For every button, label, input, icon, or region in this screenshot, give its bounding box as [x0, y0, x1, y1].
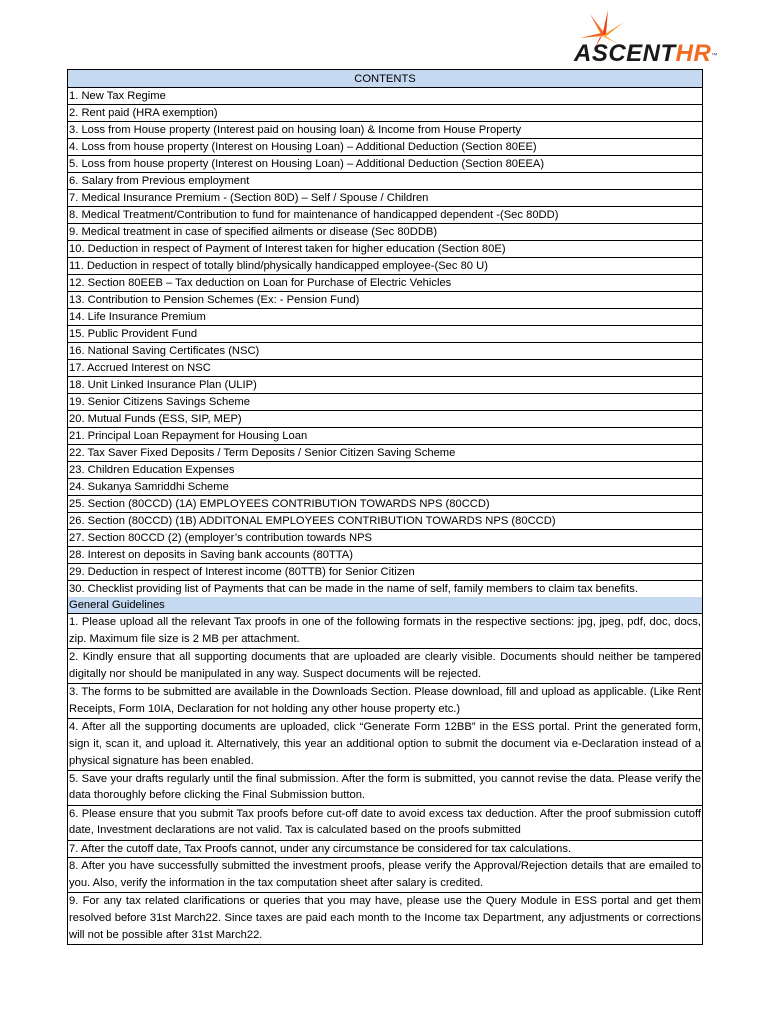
tax-proof-contents-table — [67, 69, 703, 945]
brand-wordmark — [574, 41, 718, 67]
contents-item: 6. Salary from Previous employment — [68, 173, 702, 190]
contents-item: 1. New Tax Regime — [68, 88, 702, 105]
contents-item: 17. Accrued Interest on NSC — [68, 360, 702, 377]
trademark-symbol: ™ — [711, 53, 718, 59]
contents-item: 19. Senior Citizens Savings Scheme — [68, 394, 702, 411]
contents-item: 12. Section 80EEB – Tax deduction on Loan for Purchase of Electric Vehicles — [68, 275, 702, 292]
contents-item: 24. Sukanya Samriddhi Scheme — [68, 479, 702, 496]
contents-item: 9. Medical treatment in case of specified ailments or disease (Sec 80DDB) — [68, 224, 702, 241]
guideline-item: 4. After all the supporting documents are uploaded, click “Generate Form 12BB” in the ESS portal. Print the generated form, sign it, scan it, and upload it. Alternatively, this year an additional option to submit the document via e-Declaration instead of a physical signature has been enabled. — [68, 719, 702, 771]
contents-item: 20. Mutual Funds (ESS, SIP, MEP) — [68, 411, 702, 428]
guidelines-list — [68, 614, 702, 944]
ascenthr-logo — [560, 8, 740, 66]
brand-name-part1: ASCENT — [574, 40, 676, 67]
guideline-item: 5. Save your drafts regularly until the final submission. After the form is submitted, you cannot revise the data. Please verify the data thoroughly before clicking the Final Submission button. — [68, 771, 702, 806]
contents-item: 13. Contribution to Pension Schemes (Ex: - Pension Fund) — [68, 292, 702, 309]
contents-item: 8. Medical Treatment/Contribution to fund for maintenance of handicapped dependent -(Sec 80DD) — [68, 207, 702, 224]
contents-item: 22. Tax Saver Fixed Deposits / Term Deposits / Senior Citizen Saving Scheme — [68, 445, 702, 462]
contents-item: 16. National Saving Certificates (NSC) — [68, 343, 702, 360]
contents-item: 15. Public Provident Fund — [68, 326, 702, 343]
guideline-item: 2. Kindly ensure that all supporting documents that are uploaded are clearly visible. Documents should neither be tampered digitally nor should be manipulated in any way. Suspect documents will be rejected. — [68, 649, 702, 684]
contents-item: 10. Deduction in respect of Payment of Interest taken for higher education (Section 80E) — [68, 241, 702, 258]
contents-item: 18. Unit Linked Insurance Plan (ULIP) — [68, 377, 702, 394]
guideline-item: 6. Please ensure that you submit Tax proofs before cut-off date to avoid excess tax deduction. After the proof submission cutoff date, Investment declarations are not valid. Tax is calculated based on the proofs submitted — [68, 806, 702, 841]
contents-item: 28. Interest on deposits in Saving bank accounts (80TTA) — [68, 547, 702, 564]
contents-item: 29. Deduction in respect of Interest income (80TTB) for Senior Citizen — [68, 564, 702, 581]
contents-item: 14. Life Insurance Premium — [68, 309, 702, 326]
contents-item: 4. Loss from house property (Interest on Housing Loan) – Additional Deduction (Section 80EE) — [68, 139, 702, 156]
contents-item: 25. Section (80CCD) (1A) EMPLOYEES CONTRIBUTION TOWARDS NPS (80CCD) — [68, 496, 702, 513]
contents-item: 26. Section (80CCD) (1B) ADDITONAL EMPLOYEES CONTRIBUTION TOWARDS NPS (80CCD) — [68, 513, 702, 530]
contents-item: 11. Deduction in respect of totally blind/physically handicapped employee-(Sec 80 U) — [68, 258, 702, 275]
contents-item: 27. Section 80CCD (2) (employer’s contribution towards NPS — [68, 530, 702, 547]
guideline-item: 8. After you have successfully submitted the investment proofs, please verify the Approval/Rejection details that are emailed to you. Also, verify the information in the tax computation sheet after salary is credited. — [68, 858, 702, 893]
guideline-item: 7. After the cutoff date, Tax Proofs cannot, under any circumstance be considered for tax calculations. — [68, 841, 702, 859]
contents-item: 23. Children Education Expenses — [68, 462, 702, 479]
guideline-item: 1. Please upload all the relevant Tax proofs in one of the following formats in the respective sections: jpg, jpeg, pdf, doc, docs, zip. Maximum file size is 2 MB per attachment. — [68, 614, 702, 649]
contents-item: 5. Loss from house property (Interest on Housing Loan) – Additional Deduction (Section 80EEA) — [68, 156, 702, 173]
contents-item: 7. Medical Insurance Premium - (Section 80D) – Self / Spouse / Children — [68, 190, 702, 207]
contents-header: CONTENTS — [68, 70, 702, 88]
guidelines-header: General Guidelines — [68, 597, 702, 614]
contents-item: 30. Checklist providing list of Payments that can be made in the name of self, family members to claim tax benefits. — [69, 583, 638, 595]
guideline-item: 9. For any tax related clarifications or queries that you may have, please use the Query Module in ESS portal and get them resolved before 31st March22. Since taxes are paid each month to the Income tax Department, any adjustments or corrections will not be possible after 31st March22. — [69, 895, 701, 942]
guideline-item: 3. The forms to be submitted are available in the Downloads Section. Please download, fill and upload as applicable. (Like Rent Receipts, Form 10IA, Declaration for not holding any other house property etc.) — [68, 684, 702, 719]
contents-item: 2. Rent paid (HRA exemption) — [68, 105, 702, 122]
contents-item: 21. Principal Loan Repayment for Housing Loan — [68, 428, 702, 445]
contents-item: 3. Loss from House property (Interest paid on housing loan) & Income from House Property — [68, 122, 702, 139]
contents-list — [68, 88, 702, 597]
brand-name-part2: HR — [675, 40, 712, 67]
